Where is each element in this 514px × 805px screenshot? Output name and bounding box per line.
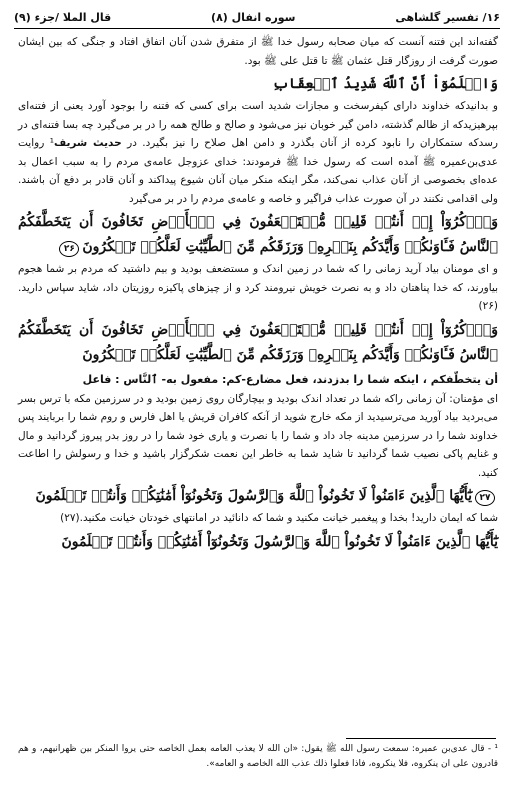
paragraph-1: گفته‌اند این فتنه آنست که میان صحابه رسول خدا ﷺ از متفرق شدن آنان اتفاق افتاد و جنگی که بین ایشان صورت گرفت از روزگار قتل عثمان ﷺ تا قتل علی ﷺ بود. — [18, 36, 498, 67]
quran-verse-5: يَٰٓأَيُّهَا ٱلَّذِينَ ءَامَنُواْ لَا تَخُونُواْ ٱللَّهَ وَٱلرَّسُولَ وَتَخُونُوٓاْ أَمَٰنَٰتِكُمۡ وَأَنتُمۡ تَعۡلَمُونَ — [61, 533, 498, 550]
main-text — [18, 33, 498, 555]
page-number-and-book-title: ۱۶/ تفسیر گلشاهی — [395, 10, 500, 24]
footnote: ¹ - قال عدی‌بن عمیره: سمعت رسول الله ﷺ يقول: «ان الله لا يعذب العامه بعمل الخاصه حتى يروا المنكر بين ظهرانيهم، و هم قادرون علی ان ينكروه، فلا ينكروه، فاذا فعلوا ذلك عذب الله الخاصه و العامه». — [18, 744, 498, 769]
paragraph-2 — [18, 97, 498, 208]
quran-verse-3: وَٱذۡكُرُوٓاْ إِذۡ أَنتُمۡ قَلِيلٞ مُّسۡتَضۡعَفُونَ فِي ٱلۡأَرۡضِ تَخَافُونَ أَن يَتَخَطَّفَكُمُ ٱلنَّاسُ فَـَٔاوَىٰكُمۡ وَأَيَّدَكُم بِنَصۡرِهِۦ وَرَزَقَكُم مِّنَ ٱلطَّيِّبَٰتِ لَعَلَّكُمۡ تَشۡكُرُونَ — [18, 321, 498, 363]
surah-title: سوره انفال (۸) — [211, 10, 296, 24]
page-header — [14, 8, 500, 26]
hadith-label: حدیث شریف — [53, 137, 122, 149]
juz-label: قال الملا /جزء (۹) — [14, 10, 112, 24]
quran-verse-1: وَاعۡلَمُوٓاْ أَنَّ ٱللَّهَ شَدِيدُ ٱلۡعِقَابِ — [272, 76, 498, 92]
paragraph-5: شما که ایمان دارید! بخدا و پیغمبر خیانت مکنید و شما که دانائید در امانتهای خودتان خیانت مکنید.(۲۷) — [60, 512, 498, 524]
header-divider — [14, 28, 500, 29]
quran-verse-2 — [18, 210, 498, 260]
quran-verse-4 — [18, 484, 498, 509]
quran-verse-4-text: يَٰٓأَيُّهَا ٱلَّذِينَ ءَامَنُواْ لَا تَخُونُواْ ٱللَّهَ وَٱلرَّسُولَ وَتَخُونُوٓاْ أَمَٰنَٰتِكُمۡ وَأَنتُمۡ تَعۡلَمُونَ — [35, 488, 472, 504]
paragraph-4: ای مؤمنان: آن زمانی راکه شما در تعداد اندک بودید و بیچارگان روی زمین بودید و در سرزمین مکه با ترس بسر می‌بردید بیاد آورید می‌ترسیدید از مکه خارج شوید از آنکه کافران قریش یا اهل فارس و روم شما را بربایند پس خداوند شما را در سرزمین مدینه جاد داد و شما را با نصرت و یاری خود شما را در روز بدر پیروز گردانید و مال و غنایم پاکی نصیب شما گردانید تا شاید شما به خاطر این نعمت شکرگزار باشید و خدا و رسولش را اطاعت کنید. — [18, 392, 498, 479]
verse-number-26: ۲۶ — [59, 241, 79, 257]
quran-verse-2-text: وَٱذۡكُرُوٓاْ إِذۡ أَنتُمۡ قَلِيلٞ مُّسۡتَضۡعَفُونَ فِي ٱلۡأَرۡضِ تَخَافُونَ أَن يَتَخَطَّفَكُمُ ٱلنَّاسُ فَـَٔاوَىٰكُمۡ وَأَيَّدَكُم بِنَصۡرِهِۦ وَرَزَقَكُم مِّنَ ٱلطَّيِّبَٰتِ لَعَلَّكُمۡ تَشۡكُرُونَ — [18, 214, 498, 255]
grammar-note: أن يتخطّفكم ، اينکه شما را بدزدند، فعل مضارع-کم: مفعول به- ٱلنَّاس : فاعل — [82, 372, 498, 386]
footnote-divider — [346, 738, 496, 739]
paragraph-2-text: و بدانیدکه خداوند دارای کیفرسخت و مجازات شدید است برای کسی که فتنه را بوجود آورد یعنی از فتنه‌ای بپرهیزیدکه از ظالم گذشته، دامن گیر خوبان نیز می‌شود و صالح و طالح همه را در بر می‌گیرد چه بسا فتنه‌ای در رسدکه ستمکاران را نابود کرده از آنان بگذرد و دامن اهل صلاح را نیز بگیرد. در — [18, 100, 498, 149]
paragraph-2-rest: ¹ روایت عدی‌بن‌عمیره ﷺ آمده است که رسول خدا ﷺ فرمودند: خدای عزوجل عامه‌ی مردم را به سبب اعمال بد عده‌ای بخصوصی از آنان عذاب نمی‌کند، مگر اینکه منکر میان آنان شیوع پیداکند و آنان قادر بر دفع آن باشند. ولی اقدامی نکنند در آن صورت عذاب فراگیر و خاصه و عامه‌ی مردم را در بر می‌گیرد — [18, 137, 498, 205]
verse-number-27: ۲۷ — [475, 490, 495, 506]
paragraph-3: و ای مومنان بیاد آرید زمانی را که شما در زمین اندک و مستضعف بودید و بیم داشتید که مردم بر شما هجوم بیاورند، که خدا پناهتان داد و به نصرت خویش نیرومند کرد و از چیزهای پاکیزه روزیتان داد، شاید سپاس دارید.(۲۶) — [18, 263, 498, 312]
